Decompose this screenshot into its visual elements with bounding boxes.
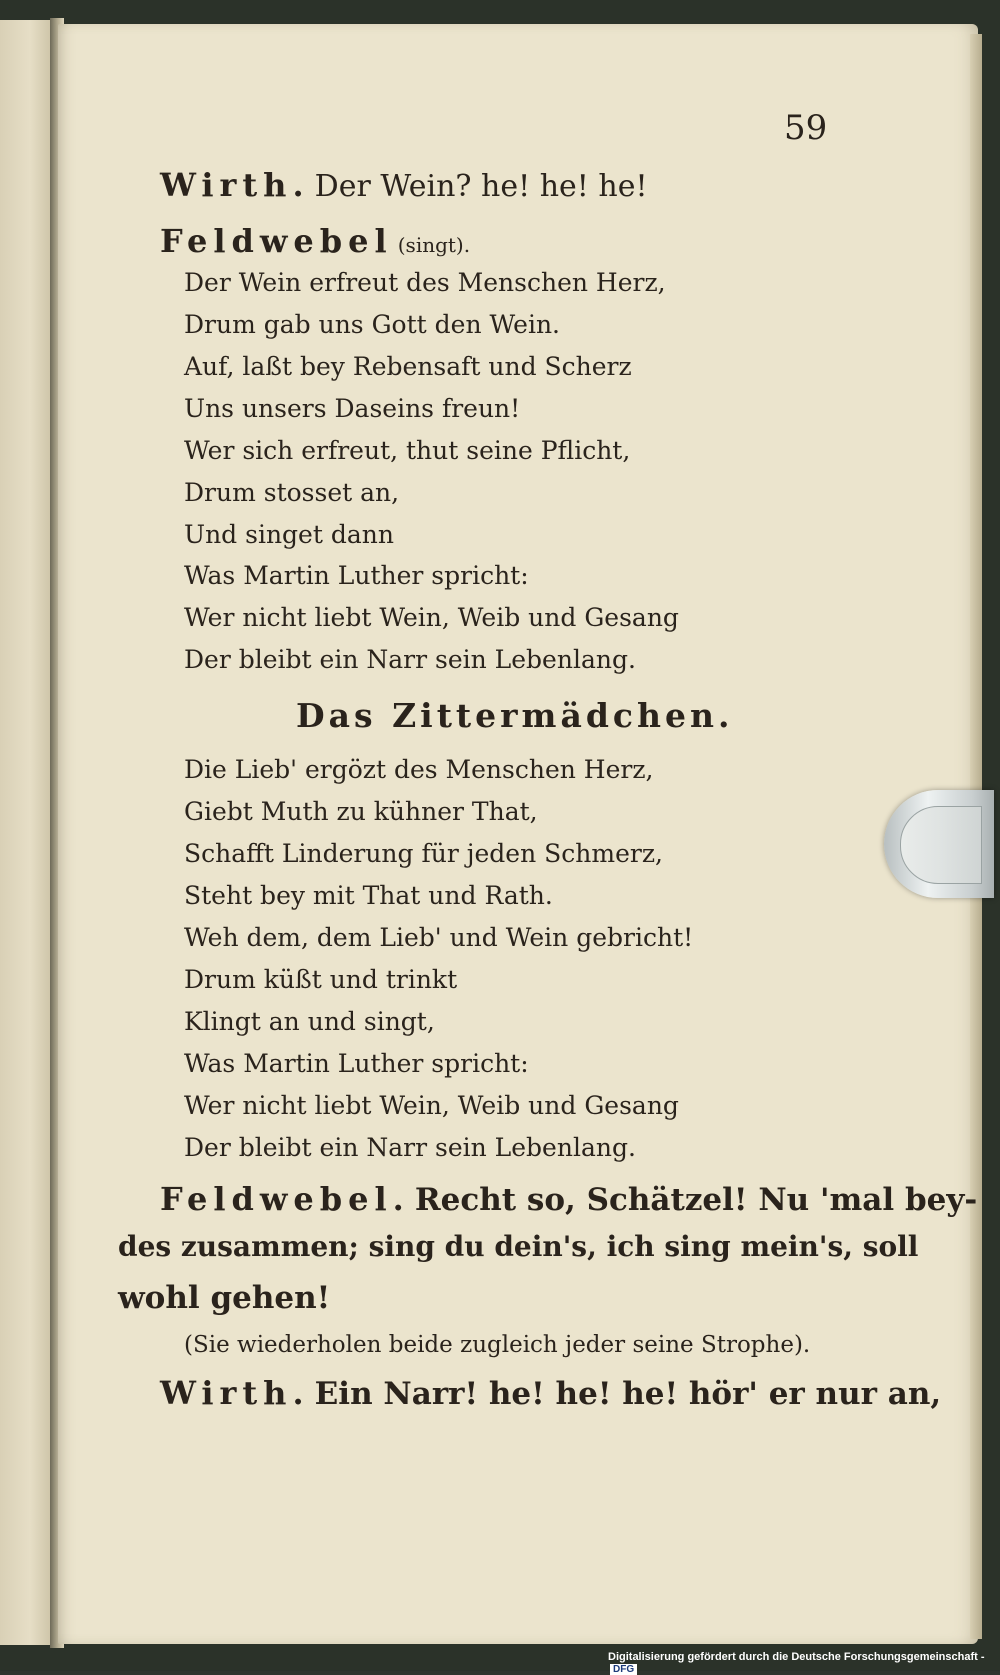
prose-line: des zusammen; sing du dein's, ich sing mein's, soll <box>118 1230 919 1263</box>
digitization-footer <box>608 1651 1000 1675</box>
verse-line: Was Martin Luther spricht: <box>184 561 529 590</box>
prose-line: Recht so, Schätzel! Nu 'mal bey- <box>414 1182 978 1218</box>
verse-line: Drum küßt und trinkt <box>184 965 458 994</box>
page-number: 59 <box>784 108 828 148</box>
verse-line: Der bleibt ein Narr sein Lebenlang. <box>184 645 636 674</box>
wirth-line-1 <box>160 166 648 204</box>
verse-line: Uns unsers Daseins freun! <box>184 394 521 423</box>
verse-line: Klingt an und singt, <box>184 1007 435 1036</box>
verse-line: Drum stosset an, <box>184 478 400 507</box>
speaker-wirth: Wirth. <box>160 1374 310 1412</box>
speaker-wirth: Wirth. <box>160 166 310 204</box>
verse-line: Auf, laßt bey Rebensaft und Scherz <box>184 352 632 381</box>
speaker-feldwebel: Feldwebel. <box>160 1180 410 1218</box>
verse-line: Steht bey mit That und Rath. <box>184 881 553 910</box>
feldwebel-line-2 <box>160 1180 977 1218</box>
verse-line: Die Lieb' ergözt des Menschen Herz, <box>184 755 654 784</box>
feldwebel-line-1 <box>160 222 470 260</box>
prose-line: wohl gehen! <box>118 1280 331 1316</box>
verse-line: Was Martin Luther spricht: <box>184 1049 529 1078</box>
prose-line: Ein Narr! he! he! he! hör' er nur an, <box>314 1376 942 1412</box>
stage-direction: (Sie wiederholen beide zugleich jeder seine Strophe). <box>184 1332 811 1358</box>
dfg-logo: DFG <box>610 1664 637 1675</box>
verse-line: Wer nicht liebt Wein, Weib und Gesang <box>184 1091 679 1120</box>
verse-line: Und singet dann <box>184 520 394 549</box>
verse-line: Wer nicht liebt Wein, Weib und Gesang <box>184 603 679 632</box>
verse-line: Schafft Linderung für jeden Schmerz, <box>184 839 663 868</box>
verse-line: Der bleibt ein Narr sein Lebenlang. <box>184 1133 636 1162</box>
verse-line: Der Wein erfreut des Menschen Herz, <box>184 268 666 297</box>
speech-text: Der Wein? he! he! he! <box>314 169 648 204</box>
verse-line: Wer sich erfreut, thut seine Pflicht, <box>184 436 631 465</box>
footer-text: Digitalisierung gefördert durch die Deutsche Forschungsgemeinschaft - <box>608 1651 985 1663</box>
wirth-line-2 <box>160 1374 941 1412</box>
song-heading: Das Zittermädchen. <box>296 696 734 735</box>
stage-direction: (singt). <box>397 233 471 257</box>
verse-line: Drum gab uns Gott den Wein. <box>184 310 560 339</box>
verse-line: Giebt Muth zu kühner That, <box>184 797 538 826</box>
speaker-feldwebel: Feldwebel <box>160 222 393 260</box>
verse-line: Weh dem, dem Lieb' und Wein gebricht! <box>184 923 694 952</box>
